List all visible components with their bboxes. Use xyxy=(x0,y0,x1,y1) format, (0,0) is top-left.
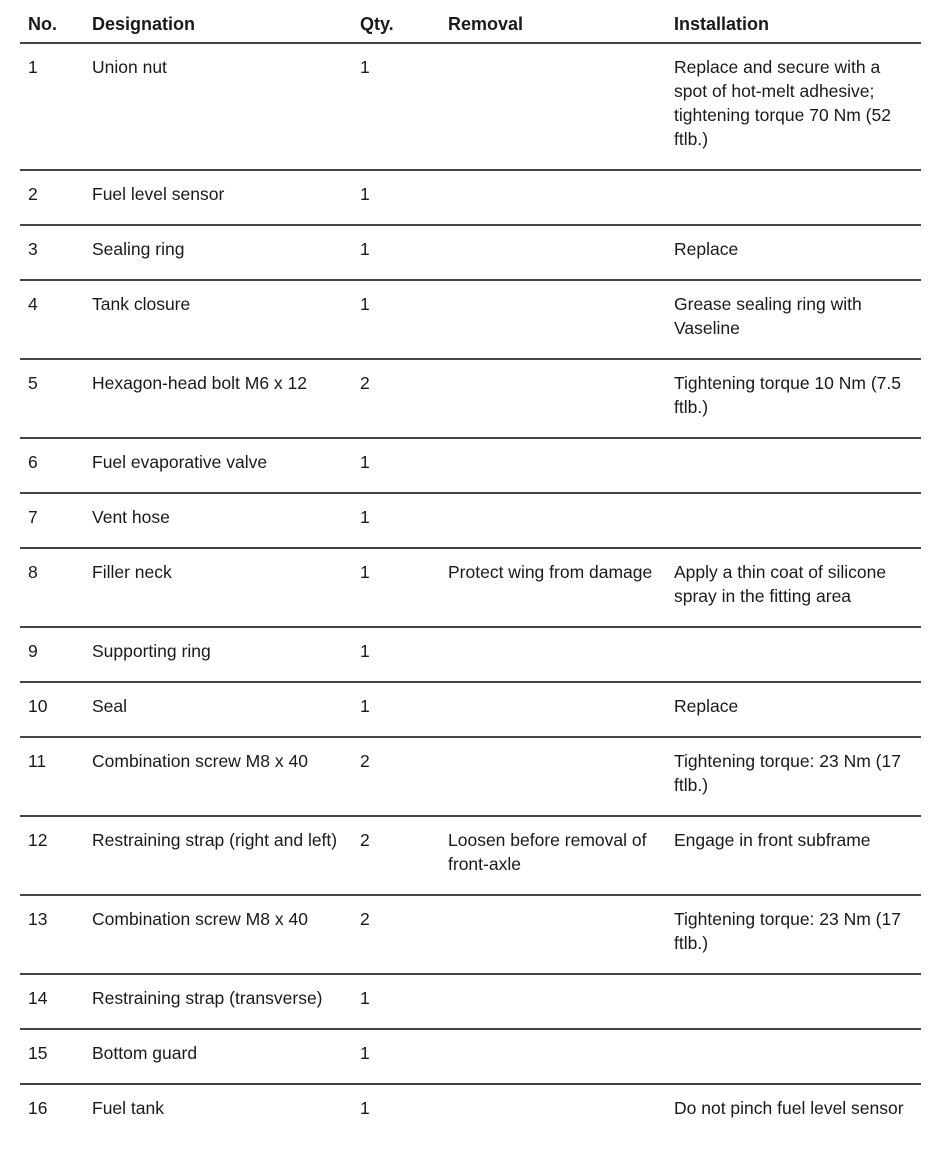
cell-designation: Combination screw M8 x 40 xyxy=(84,895,352,974)
header-designation: Designation xyxy=(84,0,352,43)
table-row xyxy=(20,438,921,493)
table-row xyxy=(20,1084,921,1163)
table-row xyxy=(20,43,921,170)
cell-removal xyxy=(440,1084,666,1163)
table-row xyxy=(20,225,921,280)
header-installation: Installation xyxy=(666,0,921,43)
cell-designation: Hexagon-head bolt M6 x 12 xyxy=(84,359,352,438)
cell-designation: Fuel level sensor xyxy=(84,170,352,225)
cell-designation: Bottom guard xyxy=(84,1029,352,1084)
cell-installation: Replace xyxy=(666,682,921,737)
header-removal: Removal xyxy=(440,0,666,43)
cell-qty: 1 xyxy=(352,170,440,225)
cell-no: 2 xyxy=(20,170,84,225)
table-row xyxy=(20,737,921,816)
cell-installation: Tightening torque 10 Nm (7.5 ftlb.) xyxy=(666,359,921,438)
cell-removal xyxy=(440,493,666,548)
cell-no: 4 xyxy=(20,280,84,359)
cell-removal xyxy=(440,627,666,682)
cell-removal xyxy=(440,895,666,974)
cell-installation: Do not pinch fuel level sensor xyxy=(674,1098,904,1118)
table-row xyxy=(20,493,921,548)
cell-designation: Fuel evaporative valve xyxy=(84,438,352,493)
cell-designation: Combination screw M8 x 40 xyxy=(84,737,352,816)
cell-designation: Filler neck xyxy=(84,548,352,627)
cell-qty: 1 xyxy=(352,43,440,170)
cell-removal xyxy=(440,43,666,170)
table-row xyxy=(20,816,921,895)
cell-installation xyxy=(666,627,921,682)
table-row xyxy=(20,359,921,438)
cell-designation: Fuel tank xyxy=(92,1098,164,1118)
cell-removal xyxy=(440,225,666,280)
header-no: No. xyxy=(20,0,84,43)
cell-no: 5 xyxy=(20,359,84,438)
cell-installation: Replace and secure with a spot of hot-melt adhesive; tightening torque 70 Nm (52 ftlb.) xyxy=(666,43,921,170)
table-row xyxy=(20,627,921,682)
cell-no: 1 xyxy=(20,43,84,170)
table-row xyxy=(20,548,921,627)
cell-removal xyxy=(440,682,666,737)
cell-installation: Tightening torque: 23 Nm (17 ftlb.) xyxy=(666,895,921,974)
cell-no: 6 xyxy=(20,438,84,493)
cell-designation: Supporting ring xyxy=(84,627,352,682)
cell-removal xyxy=(440,170,666,225)
table-body xyxy=(20,43,921,1163)
cell-designation: Sealing ring xyxy=(84,225,352,280)
cell-installation: Grease sealing ring with Vaseline xyxy=(666,280,921,359)
cell-no: 11 xyxy=(20,737,84,816)
cell-installation xyxy=(666,974,921,1029)
cell-designation: Union nut xyxy=(84,43,352,170)
cell-removal xyxy=(440,280,666,359)
cell-designation: Restraining strap (transverse) xyxy=(84,974,352,1029)
cell-no: 8 xyxy=(20,548,84,627)
table-row xyxy=(20,1029,921,1084)
table-row xyxy=(20,280,921,359)
table-row xyxy=(20,682,921,737)
cell-qty: 1 xyxy=(352,682,440,737)
cell-removal xyxy=(440,438,666,493)
cell-removal xyxy=(440,974,666,1029)
cell-no: 3 xyxy=(20,225,84,280)
cell-designation: Seal xyxy=(84,682,352,737)
table-header xyxy=(20,0,921,43)
cell-qty: 2 xyxy=(352,895,440,974)
cell-designation: Tank closure xyxy=(84,280,352,359)
table-row xyxy=(20,170,921,225)
header-row xyxy=(20,0,921,43)
cell-no: 13 xyxy=(20,895,84,974)
cell-qty: 2 xyxy=(352,359,440,438)
cell-removal xyxy=(440,359,666,438)
cell-qty: 2 xyxy=(352,816,440,895)
cell-qty: 1 xyxy=(352,438,440,493)
cell-no: 15 xyxy=(20,1029,84,1084)
cell-installation: Apply a thin coat of silicone spray in the fitting area xyxy=(666,548,921,627)
cell-installation: Engage in front subframe xyxy=(666,816,921,895)
table-row xyxy=(20,895,921,974)
cell-removal xyxy=(440,1029,666,1084)
cell-qty: 1 xyxy=(352,548,440,627)
cell-installation: Replace xyxy=(666,225,921,280)
cell-removal xyxy=(440,737,666,816)
cell-installation xyxy=(666,493,921,548)
cell-qty: 2 xyxy=(352,737,440,816)
cell-removal: Protect wing from damage xyxy=(440,548,666,627)
cell-installation xyxy=(666,170,921,225)
cell-removal: Loosen before removal of front-axle xyxy=(440,816,666,895)
parts-table xyxy=(20,0,921,1163)
cell-qty: 1 xyxy=(352,225,440,280)
cell-no: 12 xyxy=(20,816,84,895)
cell-designation: Restraining strap (right and left) xyxy=(84,816,352,895)
cell-designation: Vent hose xyxy=(84,493,352,548)
cell-qty: 1 xyxy=(352,627,440,682)
cell-no: 14 xyxy=(20,974,84,1029)
cell-qty: 1 xyxy=(352,1029,440,1084)
table-row xyxy=(20,974,921,1029)
cell-no: 7 xyxy=(20,493,84,548)
cell-qty: 1 xyxy=(352,280,440,359)
cell-no: 16 xyxy=(28,1098,48,1118)
cell-qty: 1 xyxy=(352,493,440,548)
cell-no: 10 xyxy=(20,682,84,737)
cell-no: 9 xyxy=(20,627,84,682)
header-qty: Qty. xyxy=(352,0,440,43)
cell-installation xyxy=(666,438,921,493)
cell-qty: 1 xyxy=(352,974,440,1029)
cell-qty: 1 xyxy=(360,1098,370,1118)
cell-installation: Tightening torque: 23 Nm (17 ftlb.) xyxy=(666,737,921,816)
cell-installation xyxy=(666,1029,921,1084)
